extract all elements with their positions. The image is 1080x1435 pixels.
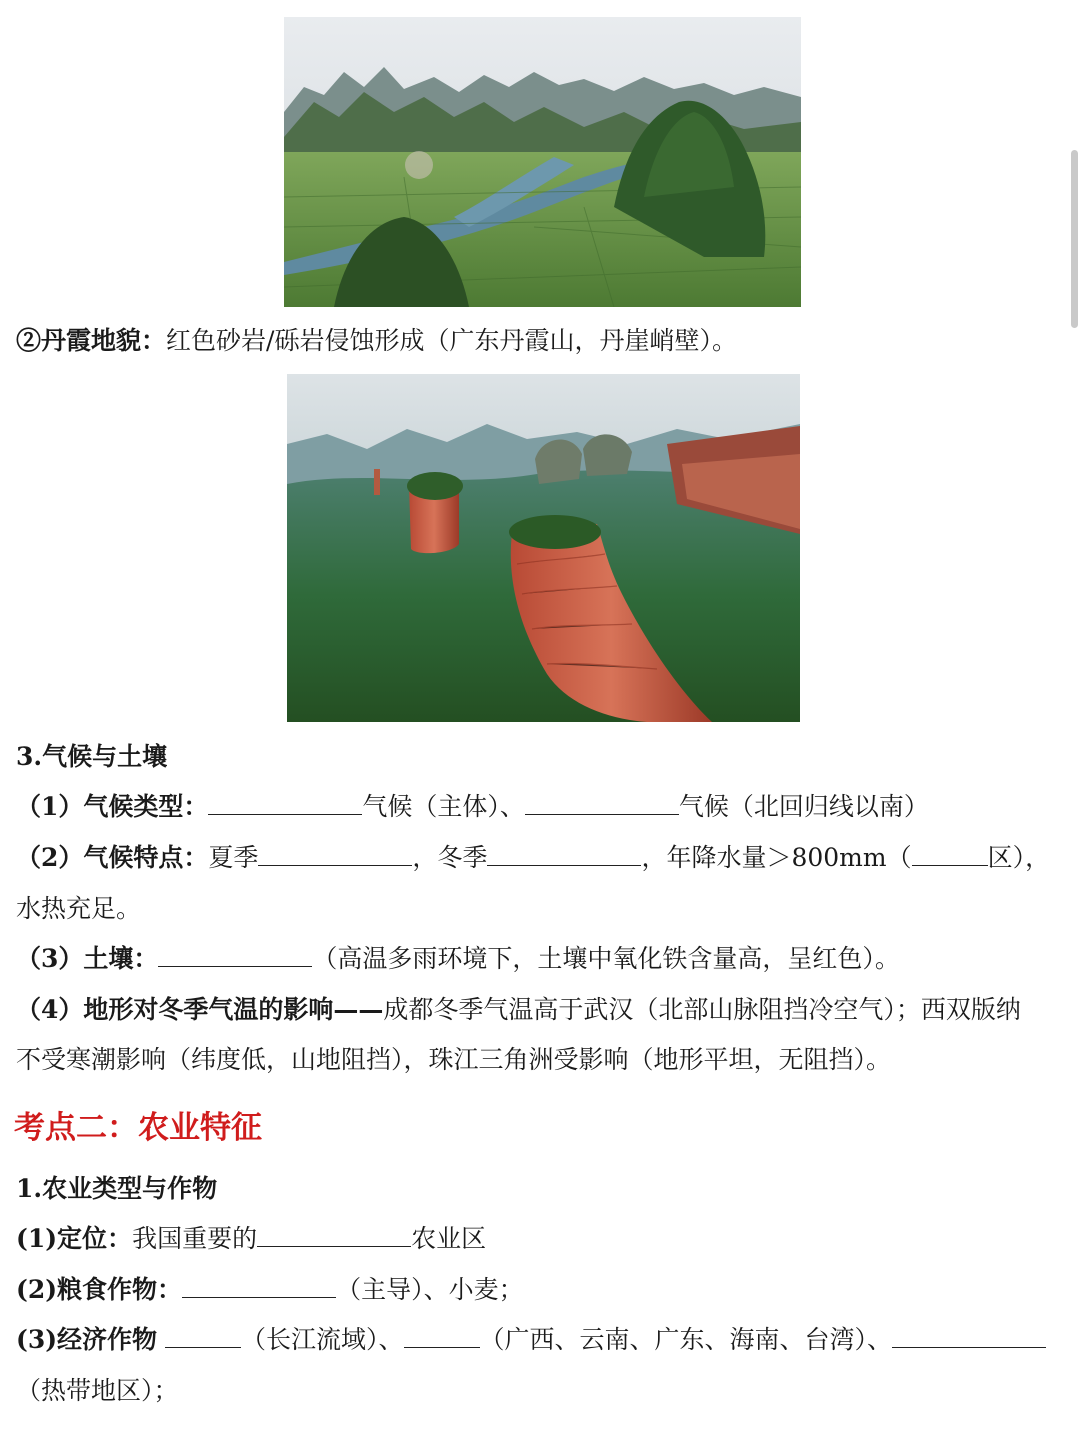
agri-grain-line: [16, 1273, 1066, 1307]
climate-type-line: [16, 790, 1066, 824]
cash-blank-1[interactable]: [165, 1325, 241, 1348]
terrain-text: 成都冬季气温高于武汉（北部山脉阻挡冷空气）；西双版纳: [383, 995, 1021, 1024]
soil-text: （高温多雨环境下，土壤中氧化铁含量高，呈红色）。: [312, 944, 900, 973]
grain-post: （主导）、小麦；: [336, 1275, 524, 1304]
soil-blank[interactable]: [158, 944, 312, 967]
winter-blank[interactable]: [487, 843, 641, 866]
soil-label: （3）土壤：: [16, 944, 159, 973]
summer-blank[interactable]: [258, 843, 412, 866]
position-pre: 我国重要的: [132, 1224, 258, 1253]
soil-line: [16, 942, 1066, 976]
agri-cash-line: [16, 1323, 1066, 1357]
climate-type-blank-2[interactable]: [525, 792, 679, 815]
karst-landscape-photo: [284, 17, 801, 307]
position-blank[interactable]: [257, 1224, 411, 1247]
winter-label: ，冬季: [412, 843, 488, 872]
terrain-label: （4）地形对冬季气温的影响——: [16, 995, 384, 1024]
cash-mid-2: （广西、云南、广东、海南、台湾）、: [479, 1325, 893, 1354]
grain-blank[interactable]: [182, 1275, 336, 1298]
humid-zone-blank[interactable]: [912, 843, 988, 866]
climate-type-text-1: 气候（主体）、: [362, 792, 525, 821]
climate-feature-line-2: 水热充足。: [16, 894, 142, 923]
position-post: 农业区: [411, 1224, 487, 1253]
climate-type-blank-1[interactable]: [208, 792, 362, 815]
danxia-text: 红色砂岩/砾岩侵蚀形成（广东丹霞山，丹崖峭壁）。: [166, 326, 737, 355]
cash-label: (3)经济作物: [16, 1325, 158, 1354]
landform-danxia-line: [16, 324, 1066, 358]
danxia-label: ②丹霞地貌：: [16, 326, 167, 355]
precip-text: ，年降水量＞800mm（: [641, 843, 912, 872]
position-label: (1)定位：: [16, 1224, 133, 1253]
zone-suffix: 区），: [987, 843, 1051, 872]
terrain-line-2: 不受寒潮影响（纬度低，山地阻挡），珠江三角洲受影响（地形平坦，无阻挡）。: [16, 1045, 892, 1074]
climate-type-text-2: 气候（北回归线以南）: [678, 792, 929, 821]
terrain-line: [16, 993, 1066, 1027]
climate-type-label: （1）气候类型：: [16, 792, 209, 821]
cash-mid-1: （长江流域）、: [241, 1325, 404, 1354]
agri-cash-line-2: （热带地区）；: [16, 1376, 179, 1405]
cash-blank-3[interactable]: [892, 1325, 1046, 1348]
kaodian2-title: 考点二：农业特征: [14, 1110, 262, 1146]
agri-position-line: [16, 1222, 1066, 1256]
scrollbar-thumb[interactable]: [1071, 150, 1078, 328]
summer-label: 夏季: [208, 843, 259, 872]
section3-heading: 3.气候与土壤: [16, 742, 168, 771]
cash-blank-2[interactable]: [404, 1325, 480, 1348]
danxia-landscape-photo: [287, 374, 800, 722]
climate-feature-label: （2）气候特点：: [16, 843, 209, 872]
grain-label: (2)粮食作物：: [16, 1275, 183, 1304]
agri-heading: 1.农业类型与作物: [16, 1174, 218, 1203]
climate-feature-line: [16, 841, 1066, 875]
